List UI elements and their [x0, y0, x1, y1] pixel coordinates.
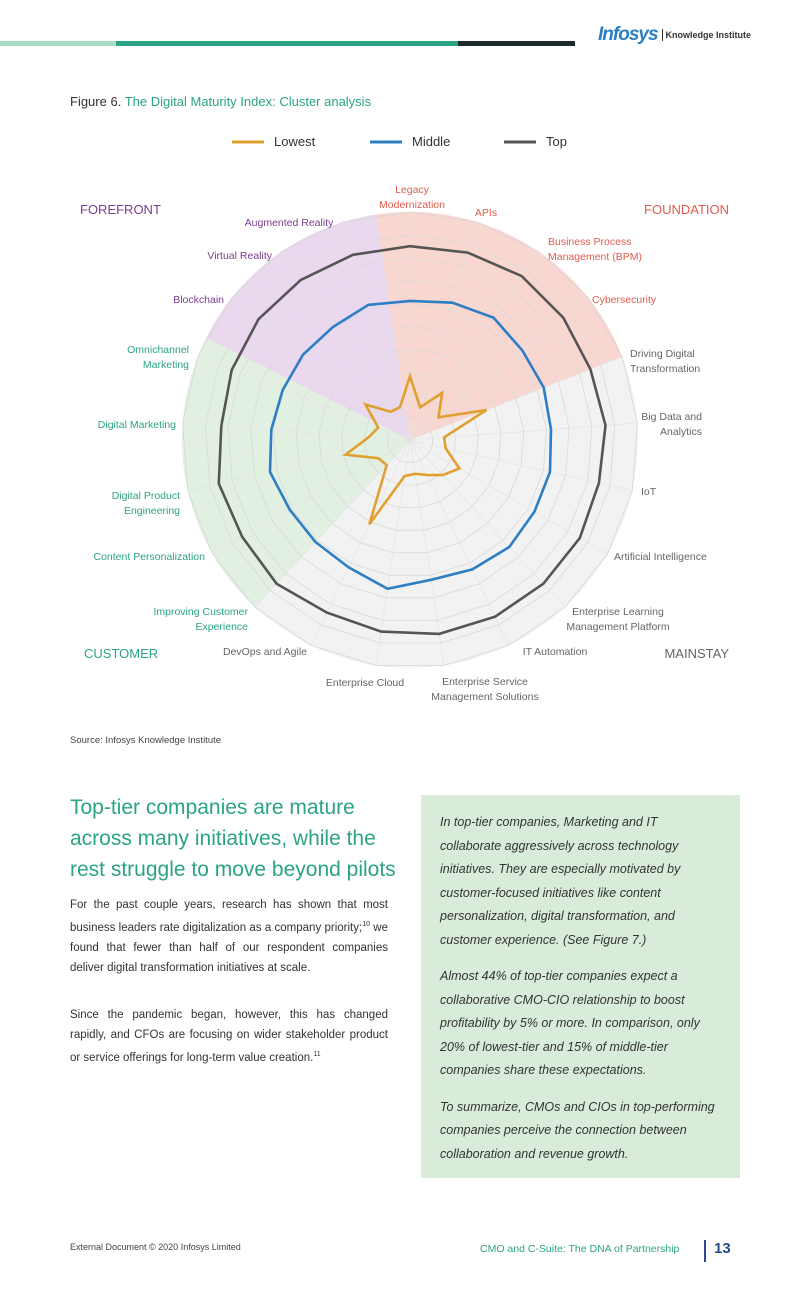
legend: [232, 134, 567, 149]
category-label-line: APIs: [474, 207, 498, 219]
category-label: [223, 646, 307, 658]
category-label: [379, 184, 445, 211]
category-label-line: Big Data and: [641, 411, 702, 423]
category-label: [431, 676, 538, 703]
category-label-line: IT Automation: [522, 646, 588, 658]
category-label-line: IoT: [641, 486, 657, 498]
category-label: [245, 217, 334, 229]
body-paragraph-2: [70, 1005, 388, 1068]
category-label: [566, 606, 670, 633]
category-label: [173, 294, 224, 306]
figure-title: The Digital Maturity Index: Cluster analysis: [124, 94, 372, 109]
category-label: [523, 646, 588, 658]
category-label-line: Artificial Intelligence: [614, 551, 707, 563]
quadrant-label-foundation: FOUNDATION: [644, 202, 729, 217]
quadrant-label-mainstay: MAINSTAY: [664, 646, 729, 661]
p1-text-b: we found that fewer than half of our respondent companies deliver digital transformation initiatives at scale.: [70, 921, 388, 974]
category-label: [94, 551, 206, 563]
category-label: [475, 207, 497, 219]
figure-source: Source: Infosys Knowledge Institute: [70, 735, 222, 746]
category-label-line: Content Personalization: [93, 551, 205, 563]
figure-caption: [70, 94, 371, 109]
category-label-line: Blockchain: [173, 294, 224, 306]
quadrant-label-forefront: FOREFRONT: [80, 202, 161, 217]
top-rule-dark: [458, 41, 575, 46]
category-label-line: Management Platform: [566, 621, 670, 633]
category-label: [153, 606, 248, 633]
body-paragraph-1: [70, 895, 388, 978]
category-label-line: Marketing: [142, 359, 189, 371]
category-label-line: Cybersecurity: [592, 294, 657, 306]
category-label-line: Virtual Reality: [207, 250, 272, 262]
footer-divider: [704, 1240, 706, 1262]
callout-paragraph-1: In top-tier companies, Marketing and IT collaborate aggressively across technology initiatives. They are especially motivated by customer-focused initiatives like content personalization, digital transformation, and customer experience. (See Figure 7.): [440, 815, 681, 947]
category-label-line: Analytics: [659, 426, 702, 438]
category-label: [641, 486, 657, 498]
footnote-ref-10: 10: [362, 921, 370, 928]
category-label-line: Enterprise Service: [442, 676, 528, 688]
legend-label-top: Top: [546, 134, 567, 149]
category-label: [548, 236, 642, 263]
category-label-line: Management (BPM): [548, 251, 642, 263]
top-rule-light: [0, 41, 116, 46]
figure-number: Figure 6.: [70, 94, 122, 109]
p1-text-a: For the past couple years, research has shown that most business leaders rate digitalization as a company priority;: [70, 899, 388, 934]
section-heading: Top-tier companies are mature across many initiatives, while the rest struggle to move beyond pilots: [70, 796, 396, 881]
category-label-line: Digital Product: [111, 490, 180, 502]
category-label-line: Driving Digital: [630, 348, 695, 360]
category-label-line: Experience: [195, 621, 248, 633]
category-label-line: Improving Customer: [153, 606, 248, 618]
category-label-line: Enterprise Learning: [572, 606, 664, 618]
quadrant-label-customer: CUSTOMER: [84, 646, 159, 661]
callout-paragraph-3: To summarize, CMOs and CIOs in top-performing companies perceive the connection between collaboration and revenue growth.: [440, 1099, 715, 1161]
logo-subtitle: Knowledge Institute: [665, 30, 752, 40]
category-label: [127, 344, 189, 371]
legend-label-lowest: Lowest: [274, 134, 316, 149]
category-label: [592, 294, 657, 306]
top-rule-teal: [116, 41, 458, 46]
category-label: [614, 551, 707, 563]
footer-title: CMO and C-Suite: The DNA of Partnership: [480, 1243, 680, 1255]
category-label-line: Legacy: [395, 184, 429, 196]
footer-copyright: External Document © 2020 Infosys Limited: [70, 1242, 241, 1252]
category-label-line: Modernization: [379, 199, 445, 211]
category-label: [641, 411, 702, 438]
category-label: [326, 677, 404, 689]
callout-paragraph-2: Almost 44% of top-tier companies expect a collaborative CMO-CIO relationship to boost profitability by 5% or more. In comparison, only 20% of lowest-tier and 15% of middle-tier companies share these expectations.: [440, 969, 700, 1077]
category-label-line: Enterprise Cloud: [325, 677, 405, 689]
p2-text: Since the pandemic began, however, this has changed rapidly, and CFOs are focusing on wider stakeholder product or service offerings for long-term value creation.: [70, 1009, 388, 1064]
category-label-line: Management Solutions: [431, 691, 539, 703]
logo-word: Infosys: [598, 24, 658, 45]
footnote-ref-11: 11: [313, 1051, 321, 1058]
category-label: [98, 419, 176, 431]
radar-chart: [0, 120, 810, 720]
category-label-line: Omnichannel: [127, 344, 189, 356]
category-label: [207, 250, 272, 262]
category-label-line: DevOps and Agile: [222, 646, 307, 658]
logo-divider: [662, 29, 663, 41]
category-label: [630, 348, 700, 375]
category-label-line: Engineering: [123, 505, 180, 517]
legend-label-middle: Middle: [412, 134, 451, 149]
category-label-line: Business Process: [548, 236, 632, 248]
page-number: 13: [714, 1240, 731, 1257]
category-label-line: Augmented Reality: [244, 217, 334, 229]
category-label: [112, 490, 180, 517]
callout-box: [421, 795, 740, 1178]
category-label-line: Transformation: [630, 363, 701, 375]
category-label-line: Digital Marketing: [97, 419, 176, 431]
infosys-logo: [598, 24, 751, 46]
